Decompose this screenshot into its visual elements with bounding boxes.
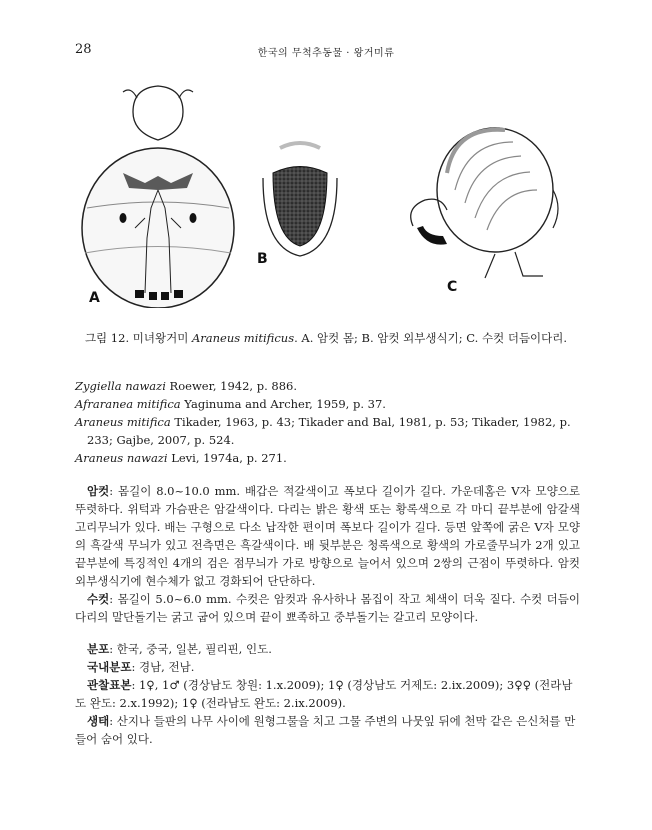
synonym-reference: Roewer, 1942, p. 886. [165,379,297,393]
ecology-label: 생태 [87,714,110,728]
ecology-text: : 산지나 들판의 나무 사이에 원형그물을 치고 그물 주변의 나뭇잎 뒤에 천막 같은 은신처를 만들어 숨어 있다. [75,714,576,746]
domestic-label: 국내분포 [87,660,132,674]
panel-a-female-body [82,86,234,308]
running-title: 한국의 무척추동물 · 왕거미류 [257,48,395,59]
figure-caption [0,330,652,346]
figure-12 [75,78,580,308]
distribution-section [75,640,580,748]
panel-c-male-palp [411,128,558,278]
synonym-entry [75,413,580,449]
ecology-paragraph [75,712,580,748]
specimens-label: 관찰표본 [87,678,132,692]
specimens-paragraph [75,676,580,712]
synonym-name: Zygiella nawazi [75,379,166,393]
range-label: 분포 [87,642,110,656]
male-description [75,590,580,626]
panel-label-a: A [89,290,100,306]
synonym-reference: Tikader, 1963, p. 43; Tikader and Bal, 1981, p. 53; Tikader, 1982, p. 233; Gajbe, 2007, p. 524. [87,415,571,447]
synonym-entry [75,377,580,395]
specimens-text: : 1♀, 1♂ (경상남도 창원: 1.x.2009); 1♀ (경상남도 거제도: 2.ix.2009); 3♀♀ (전라남도 완도: 2.x.1992); 1♀ (전라남도 완도: 2.ix.2009). [75,678,573,710]
synonym-reference: Yaginuma and Archer, 1959, p. 37. [180,397,386,411]
synonym-name: Afraranea mitifica [75,397,181,411]
synonym-name: Araneus mitifica [75,415,171,429]
description-section [75,482,580,626]
panel-b-epigyne [263,143,337,256]
caption-prefix: 그림 12. 미녀왕거미 [84,331,192,345]
panel-label-c: C [447,279,458,295]
range-text: : 한국, 중국, 일본, 필리핀, 인도. [109,642,272,656]
female-description [75,482,580,590]
male-text: : 몸길이 5.0~6.0 mm. 수컷은 암컷과 유사하나 몸집이 작고 체색이 더욱 짙다. 수컷 더듬이다리의 말단돌기는 굵고 굽어 있으며 끝이 뾰족하고 중부돌기는 갈고리 모양이다. [75,592,580,624]
range-paragraph [75,640,580,658]
page-number: 28 [75,42,92,57]
male-label: 수컷 [87,592,110,606]
synonym-reference: Levi, 1974a, p. 271. [167,451,287,465]
panel-label-b: B [257,251,268,267]
female-text: : 몸길이 8.0~10.0 mm. 배갑은 적갈색이고 폭보다 길이가 길다. 가운데홈은 V자 모양으로 뚜렷하다. 위턱과 가슴판은 암갈색이다. 다리는 밝은 황색 또는 황록색으로 각 마디 끝부분에 암갈색 고리무늬가 있다. 배는 구형으로 다소 납작한 편이며 폭보다 길이가 길다. 등면 앞쪽에 굵은 V자 모양의 흑갈색 무늬가 있고 전측면은 흑갈색이다. 배 뒷부분은 청록색으로 황색의 가로줄무늬가 2개 있고 끝부분에 특징적인 4개의 검은 점무늬가 가로 방향으로 늘어서 있으며 2쌍의 근점이 뚜렷하다. 암컷 외부생식기에 현수체가 없고 경화되어 단단하다. [75,484,580,588]
female-label: 암컷 [87,484,110,498]
synonym-entry [75,395,580,413]
synonym-list [75,377,580,467]
caption-suffix: . A. 암컷 몸; B. 암컷 외부생식기; C. 수컷 더듬이다리. [294,331,568,345]
domestic-paragraph [75,658,580,676]
domestic-text: : 경남, 전남. [131,660,195,674]
caption-species: Araneus mitificus [191,331,295,345]
synonym-entry [75,449,580,467]
spider-illustrations [75,78,580,308]
synonym-name: Araneus nawazi [75,451,168,465]
